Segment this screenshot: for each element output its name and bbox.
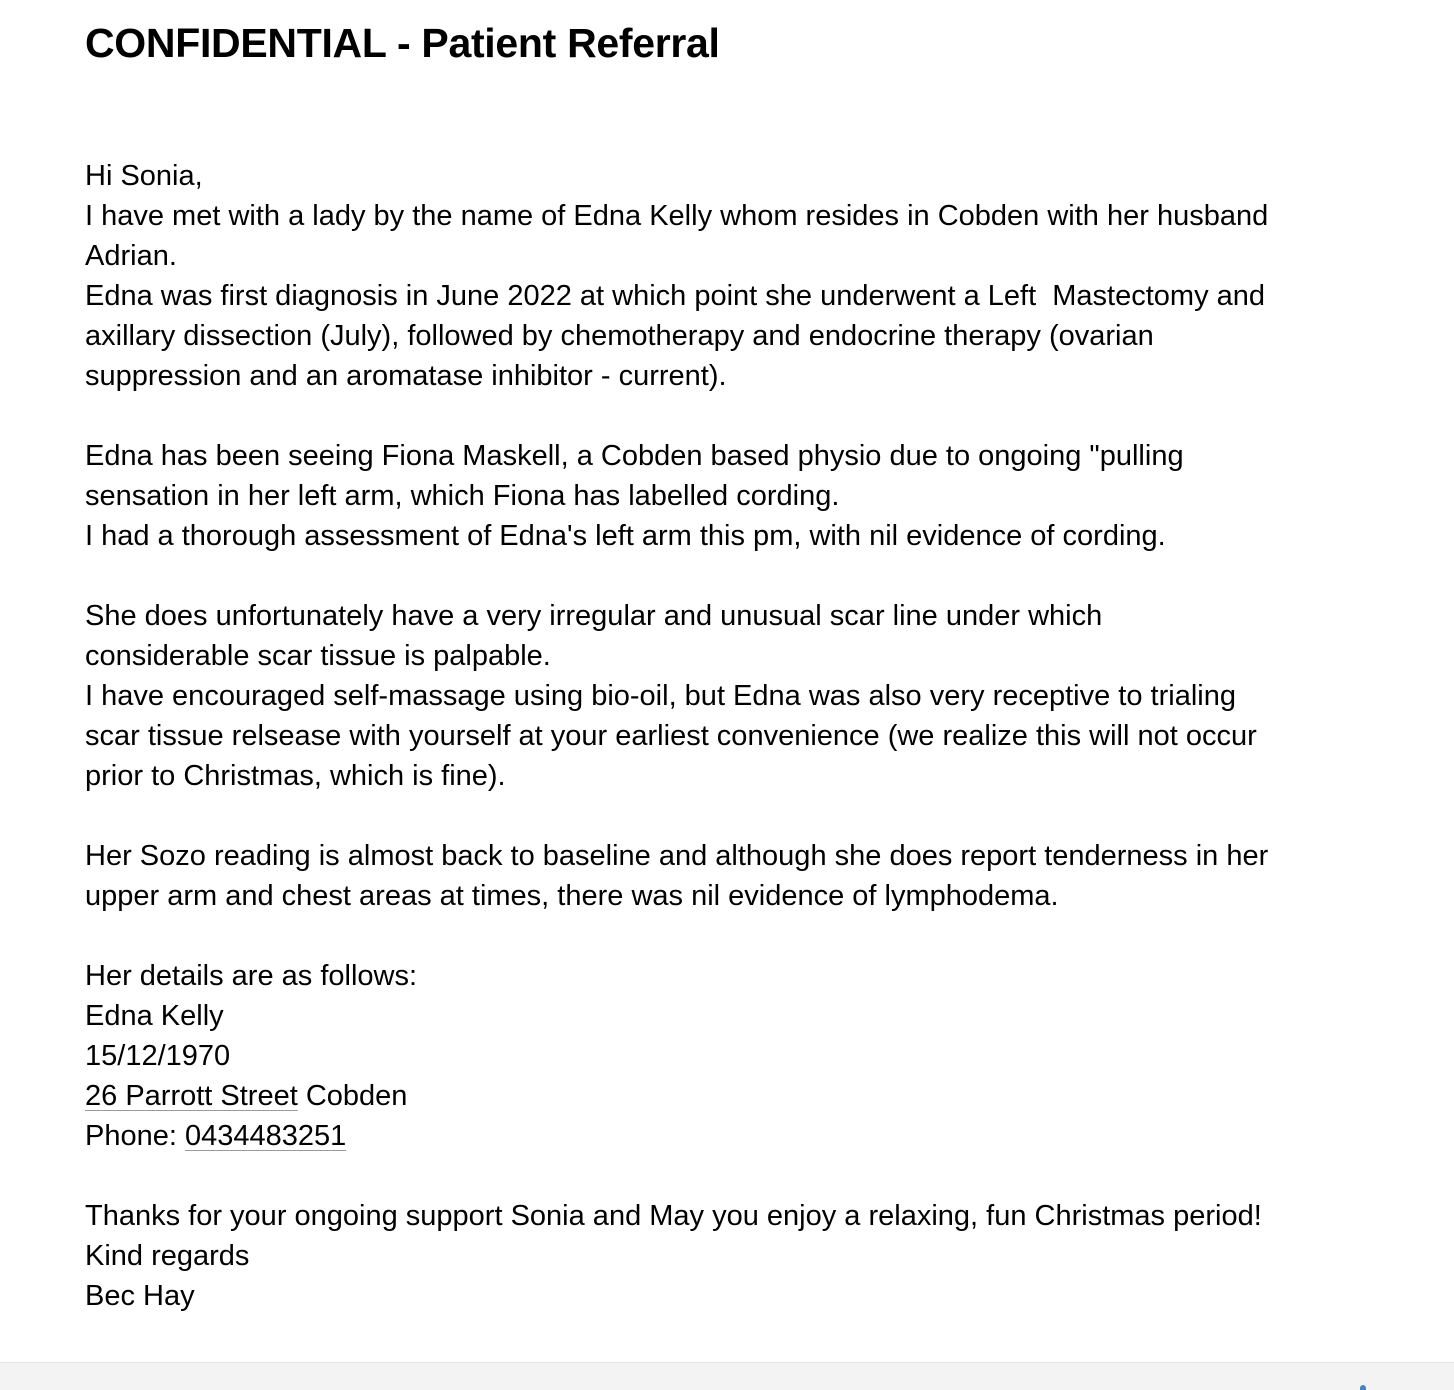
details-intro: Her details are as follows:: [85, 960, 418, 992]
body-line: Adrian.: [85, 240, 177, 272]
body-line: scar tissue relsease with yourself at your earliest convenience (we realize this will not occur: [85, 720, 1257, 752]
body-line: upper arm and chest areas at times, there was nil evidence of lymphodema.: [85, 880, 1059, 912]
body-line: She does unfortunately have a very irregular and unusual scar line under which: [85, 600, 1103, 632]
closing-regards: Kind regards: [85, 1240, 250, 1272]
body-line: Edna has been seeing Fiona Maskell, a Cobden based physio due to ongoing "pulling: [85, 440, 1184, 472]
paragraph-spacer: [85, 916, 1415, 956]
body-line: I had a thorough assessment of Edna's left arm this pm, with nil evidence of cording.: [85, 520, 1166, 552]
body-line: I have met with a lady by the name of Edna Kelly whom resides in Cobden with her husband: [85, 200, 1269, 232]
body-line: Her Sozo reading is almost back to baseline and although she does report tenderness in her: [85, 840, 1269, 872]
paragraph-spacer: [85, 796, 1415, 836]
body-line: prior to Christmas, which is fine).: [85, 760, 506, 792]
paragraph-spacer: [85, 1156, 1415, 1196]
body-line: suppression and an aromatase inhibitor - current).: [85, 360, 727, 392]
address-link[interactable]: 26 Parrott Street: [85, 1080, 298, 1112]
email-subject: CONFIDENTIAL - Patient Referral: [85, 20, 720, 66]
patient-name: Edna Kelly: [85, 1000, 224, 1032]
phone-label: Phone:: [85, 1120, 185, 1152]
body-line: axillary dissection (July), followed by chemotherapy and endocrine therapy (ovarian: [85, 320, 1154, 352]
email-body: [85, 156, 1415, 1316]
body-line: Edna was first diagnosis in June 2022 at which point she underwent a Left Mastectomy and: [85, 280, 1266, 312]
patient-dob: 15/12/1970: [85, 1040, 231, 1072]
paragraph-spacer: [85, 396, 1415, 436]
scroll-indicator-icon: [1360, 1385, 1366, 1390]
body-line: considerable scar tissue is palpable.: [85, 640, 551, 672]
patient-address: [85, 1076, 1415, 1116]
greeting: Hi Sonia,: [85, 160, 203, 192]
closing-thanks: Thanks for your ongoing support Sonia and May you enjoy a relaxing, fun Christmas period!: [85, 1200, 1262, 1232]
bottom-toolbar: [0, 1362, 1454, 1390]
phone-link[interactable]: 0434483251: [184, 1120, 347, 1152]
signature: Bec Hay: [85, 1280, 195, 1312]
paragraph-spacer: [85, 556, 1415, 596]
body-line: I have encouraged self-massage using bio-oil, but Edna was also very receptive to trialing: [85, 680, 1236, 712]
body-line: sensation in her left arm, which Fiona has labelled cording.: [85, 480, 840, 512]
address-town: Cobden: [297, 1080, 408, 1112]
patient-phone: [85, 1116, 1415, 1156]
